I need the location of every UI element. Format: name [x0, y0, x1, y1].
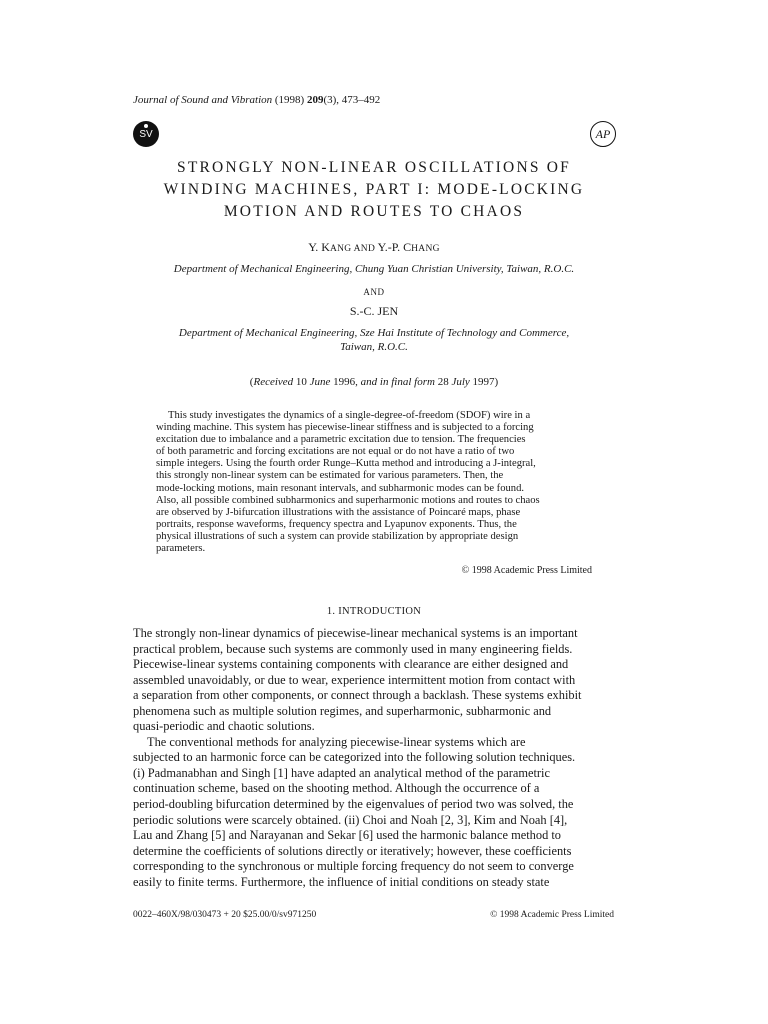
body-line: The conventional methods for analyzing piecewise-linear systems which are [147, 734, 526, 749]
paper-title [134, 157, 614, 223]
received-part: July [451, 376, 470, 388]
journal-name: Journal of Sound and Vibration [133, 94, 273, 106]
author-name-part: HANG [411, 244, 440, 254]
body-line: determine the coefficients of solutions directly or iteratively; however, these coefficients [133, 843, 572, 858]
author-name-part: Y.-P. C [375, 240, 412, 254]
body-line: Lau and Zhang [5] and Narayanan and Sekar [6] used the harmonic balance method to [133, 828, 561, 843]
body-line: periodic solutions were scarcely obtained. (ii) Choi and Noah [2, 3], Kim and Noah [4], [133, 812, 568, 827]
received-part: and in final form [360, 376, 435, 388]
affiliation-1: Department of Mechanical Engineering, Chung Yuan Christian University, Taiwan, R.O.C. [173, 263, 575, 275]
journal-citation [133, 94, 380, 106]
body-line: The strongly non-linear dynamics of piecewise-linear mechanical systems is an important [133, 626, 578, 640]
body-line: corresponding to the synchronous or multiple forcing frequency do not seem to converge [133, 859, 574, 874]
affiliation-2-line-1: Department of Mechanical Engineering, Sze Hai Institute of Technology and Commerce, [178, 327, 570, 339]
footer-code: 0022–460X/98/030473 + 20 $25.00/0/sv971250 [133, 910, 317, 920]
affiliation-2-line-2: Taiwan, R.O.C. [340, 341, 408, 353]
body-line: a separation from other components, or connect through a backlash. These systems exhibit [133, 688, 582, 703]
abstract-line: are observed by J-bifurcation illustrations with the assistance of Poincaré maps, phase [156, 506, 521, 518]
sv-logo-text: SV [139, 129, 153, 140]
received-part: 10 [293, 376, 310, 388]
abstract-line: Also, all possible combined subharmonics and superharmonic motions and routes to chaos [156, 494, 540, 506]
abstract-line: parameters. [156, 543, 206, 555]
received-part: 1996, [330, 376, 361, 388]
journal-issue-pages: (3), 473–492 [323, 94, 381, 106]
abstract-line: physical illustrations of such a system can provide stabilization by appropriate design [156, 530, 519, 542]
body-line: easily to finite terms. Furthermore, the influence of initial conditions on steady state [133, 874, 550, 889]
body-text [133, 626, 615, 890]
abstract-line: This study investigates the dynamics of a single-degree-of-freedom (SDOF) wire in a [168, 410, 531, 421]
ap-logo-icon [590, 121, 616, 147]
title-line: MOTION AND ROUTES TO CHAOS [223, 203, 525, 220]
title-line: WINDING MACHINES, PART I: MODE-LOCKING [163, 181, 585, 198]
author-name-part: Y. K [308, 240, 330, 254]
section-heading: 1. INTRODUCTION [326, 606, 422, 617]
author-line-1 [134, 240, 614, 255]
abstract-line: mode-locking motions, main resonant intervals, and subharmonic modes can be found. [156, 482, 525, 494]
received-part: 28 [434, 376, 452, 388]
received-part: ( [249, 376, 254, 388]
received-part: Received [253, 376, 294, 388]
author-separator: AND [363, 287, 385, 297]
abstract-line: excitation due to imbalance and a parametric excitation due to tension. The frequencies [156, 434, 526, 446]
body-line: (i) Padmanabhan and Singh [1] have adapted an analytical method of the parametric [133, 765, 550, 780]
sv-logo-dot [144, 124, 148, 128]
body-line: subjected to an harmonic force can be categorized into the following solution techniques. [133, 750, 576, 765]
body-line: Piecewise-linear systems containing components with clearance are either designed and [133, 657, 569, 672]
received-part: 1997) [469, 376, 499, 388]
abstract-line: this strongly non-linear system can be estimated for various parameters. Then, the [156, 470, 504, 482]
received-dates [134, 376, 614, 388]
author-line-2 [134, 304, 614, 319]
body-line: period-doubling bifurcation determined by the eigenvalues of period two was solved, the [133, 797, 574, 812]
author-name-part: S.-C. J [349, 304, 383, 318]
body-line: assembled unavoidably, or due to wear, experience intermittent motion from contact with [133, 672, 576, 687]
title-line: STRONGLY NON-LINEAR OSCILLATIONS OF [177, 159, 571, 176]
body-line: phenomena such as multiple solution regimes, and superharmonic, subharmonic and [133, 703, 552, 718]
journal-volume: 209 [306, 94, 324, 106]
abstract-line: of both parametric and forcing excitations are not equal or do not have a ratio of two [156, 446, 515, 458]
author-name-part: EN [382, 304, 399, 318]
author-name-part: ANG AND [329, 244, 376, 254]
footer-copyright: © 1998 Academic Press Limited [490, 910, 614, 920]
received-part: June [309, 376, 331, 388]
body-line: practical problem, because such systems are commonly used in many engineering fields. [133, 641, 573, 656]
body-line: continuation scheme, based on the shooting method. Although the occurrence of a [133, 781, 540, 796]
abstract-line: portraits, response waveforms, frequency spectra and Lyapunov exponents. Thus, the [156, 518, 517, 530]
sv-logo-icon [133, 121, 159, 147]
body-line: quasi-periodic and chaotic solutions. [133, 719, 315, 734]
abstract [156, 410, 592, 555]
abstract-line: winding machine. This system has piecewise-linear stiffness and is subjected to a forcing [156, 422, 534, 434]
journal-year: (1998) [274, 94, 305, 106]
ap-logo-text: AP [595, 127, 611, 141]
abstract-copyright: © 1998 Academic Press Limited [461, 565, 592, 576]
abstract-line: simple integers. Using the fourth order Runge–Kutta method and introducing a J-integral, [156, 458, 536, 470]
